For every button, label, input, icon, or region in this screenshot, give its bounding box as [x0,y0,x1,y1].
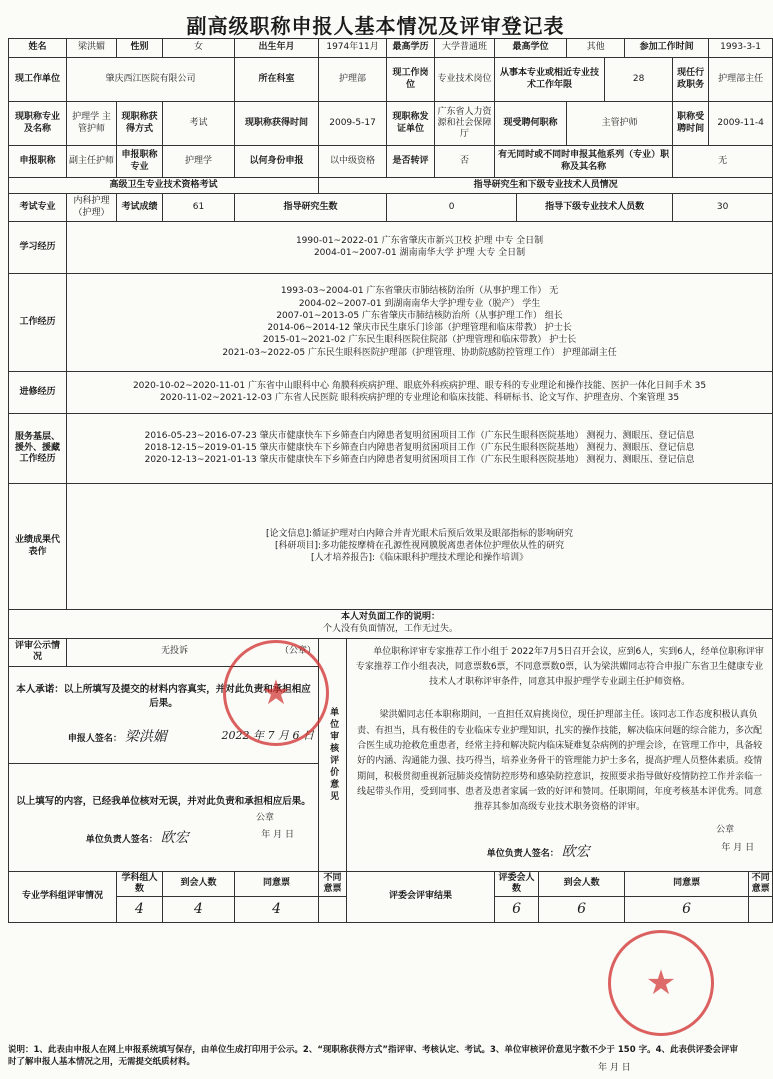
discipline-header: 不同意票 [319,871,347,897]
post-label: 现工作岗位 [387,58,435,102]
negative-statement-label: 本人对负面工作的说明： [341,612,441,622]
identity-value: 以中级资格 [319,146,387,178]
hire-title-label: 现受聘何职称 [495,102,567,146]
current-title-label: 现职称专业及名称 [9,102,67,146]
name-label: 姓名 [9,39,67,58]
service-label: 服务基层、援外、援藏工作经历 [9,414,67,484]
grad-count-value: 0 [387,194,517,222]
work-line: 1993-03~2004-01 广东省肇庆市肺结核防治所（从事护理工作） 无 [280,286,559,297]
gender-label: 性别 [117,39,163,58]
service-line: 2020-12-13~2021-01-13 肇庆市健康快车下乡筛查白内障患者复明贫困项目工作（广东民生眼科医院基地） 测视力、测眼压、登记信息 [144,455,695,466]
admin-label: 现任行政职务 [673,58,709,102]
birth-value: 1974年11月 [319,39,387,58]
multi-apply-value: 无 [673,146,773,178]
registration-table [8,38,773,923]
opinion-label: 单位审核评价意见 [319,638,347,871]
work-line: 2014-06~2014-12 肇庆市民生康乐门诊部（护理管理和临床带教） 护士长 [267,323,572,333]
footnote: 说明：1、此表由申报人在网上申报系统填写保存，由单位生成打印用于公示。2、“现职称获得方式”指评审、考核认定、考试。3、单位审核评价意见字数不少于 150 字。4、此表供评委会评审时了解申报人基本情况之用，无需提交纸质材料。 [8,1045,738,1068]
issuer-label: 现职称发证单位 [387,102,435,146]
junior-count-label: 指导下级专业技术人员数 [517,194,673,222]
discipline-disagree [319,897,347,923]
unit-verification [9,763,319,871]
exam-score-value: 61 [163,194,235,222]
achievement-line: [科研项目]:多功能按摩椅在孔源性视网膜脱离患者体位护理依从性的研究 [275,540,565,551]
transfer-label: 是否转评 [387,146,435,178]
publicity-result: 无投诉 [161,646,189,657]
committee-review-label: 评委会评审结果 [347,871,495,923]
committee-header: 评委会人数 [495,871,539,897]
verify-seal-label: 公章 [256,812,275,823]
work-line: 2021-03~2022-05 广东民生眼科医院护理部（护理管理、协助院感防控管理工作） 护理部副主任 [222,347,617,358]
multi-apply-label: 有无同时或不同时申报其他系列（专业）职称及其名称 [495,146,673,178]
form-title: 副高级职称申报人基本情况及评审登记表 [186,14,565,38]
opinion-seal-label: 公章 [716,825,735,836]
study-label: 学习经历 [9,222,67,274]
discipline-header: 同意票 [235,871,319,897]
apply-major-label: 申报职称专业 [117,146,163,178]
unit-opinion [347,638,773,871]
unit-label: 现工作单位 [9,58,67,102]
committee-header: 到会人数 [539,871,625,897]
issuer-value: 广东省人力资源和社会保障厅 [435,102,495,146]
applicant-promise [9,666,319,763]
work-history [67,274,773,372]
opinion-date: 年 月 日 [721,842,755,853]
service-history [67,414,773,484]
service-line: 2018-12-15~2019-01-15 肇庆市健康快车下乡筛查白内障患者复明贫困项目工作（广东民生眼科医院基地） 测视力、测眼压、登记信息 [144,442,695,453]
hire-time-value: 2009-11-4 [709,102,773,146]
current-title-value: 护理学 主管护师 [67,102,117,146]
apply-major-value: 护理学 [163,146,235,178]
years-value: 28 [605,58,673,102]
dept-label: 所在科室 [235,58,319,102]
committee-seal [608,930,714,1036]
hire-time-label: 职称受聘时间 [673,102,709,146]
applicant-sign-label: 申报人签名： [67,734,122,745]
committee-agree: 6 [625,897,749,923]
study-line: 1990-01~2022-01 广东省肇庆市新兴卫校 护理 中专 全日制 [295,235,544,246]
identity-label: 以何身份申报 [235,146,319,178]
advance-history [67,372,773,414]
exam-section-header: 高级卫生专业技术资格考试 [9,178,319,194]
opinion-signature: 欧宏 [561,843,590,860]
work-line: 2004-02~2007-01 到湖南南华大学护理专业（脱产） 学生 [298,298,541,309]
exam-major-value: 内科护理（护理） [67,194,117,222]
apply-label: 申报职称 [9,146,67,178]
verify-text: 以上填写的内容，已经我单位核对无误，并对此负责和承担相应后果。 [16,795,311,807]
applicant-signature: 梁洪媚 [124,729,167,746]
verify-sign-label: 单位负责人签名： [85,835,158,846]
verify-date: 年 月 日 [261,830,295,841]
achievement-line: [人才培养报告]:《临床眼科护理技术理论和操作培训》 [311,553,529,564]
achievement-line: [论文信息]:循证护理对白内障合并青光眼术后预后效果及眼部指标的影响研究 [266,528,574,539]
negative-statement-text: 个人没有负面情况，工作无过失。 [323,624,459,635]
dept-value: 护理部 [319,58,387,102]
edu-value: 大学普通班 [435,39,495,58]
junior-count-value: 30 [673,194,773,222]
gender-value: 女 [163,39,235,58]
degree-label: 最高学位 [495,39,567,58]
seal-star-icon: ★ [645,963,677,1003]
degree-value: 其他 [567,39,625,58]
applicant-sign-date: 2022 年 7 月 6 日 [221,729,315,743]
work-start-value: 1993-3-1 [709,39,773,58]
opinion-paragraph-2: 梁洪媚同志任本职称期间，一直担任双肩挑岗位，现任护理部主任。该同志工作态度积极认真负责、有担当，具有极佳的专业临床专业护理知识，扎实的操作技能，解决临床问题的综合能力，多次配合医生成功抢救危重患者，经常主持和解决院内临床疑难复杂病例的护理会诊，在管理工作中，具备较好的内涵、沟通能力强、技巧得当，培养业务骨干的管理能力护士多名，提高护理人员整体素质。疫情期间，积极贯彻重视新冠肺炎疫情防控形势和感染防控意识，按照要求指导做好疫情防控工作并亲临一线起带头作用，受到同事、患者及患者家属一致的好评和赞同。任职期间，年度考核基本评优秀。同意推荐其参加高级专业技术职务资格的评审。 [357,710,763,813]
guide-section-header: 指导研究生和下级专业技术人员情况 [319,178,773,194]
publicity-value [67,638,319,666]
advance-line: 2020-10-02~2020-11-01 广东省中山眼科中心 角膜科疾病护理、眼底外科疾病护理、眼专科的专业理论和操作技能、医护一体化日间手术 35 [132,380,707,391]
obtain-method-label: 现职称获得方式 [117,102,163,146]
study-history [67,222,773,274]
admin-value: 护理部主任 [709,58,773,102]
years-label: 从事本专业或相近专业技术工作年限 [495,58,605,102]
obtain-time-value: 2009-5-17 [319,102,387,146]
work-label: 工作经历 [9,274,67,372]
achievements-list [67,484,773,610]
post-value: 专业技术岗位 [435,58,495,102]
discipline-agree: 4 [235,897,319,923]
discipline-review-label: 专业学科组评审情况 [9,871,117,923]
unit-value: 肇庆西江医院有限公司 [67,58,235,102]
obtain-time-label: 现职称获得时间 [235,102,319,146]
committee-attendance: 6 [539,897,625,923]
advance-label: 进修经历 [9,372,67,414]
work-line: 2015-01~2021-02 广东民生眼科医院住院部（护理管理和临床带教） 护士长 [262,335,577,346]
verify-signature: 欧宏 [160,830,189,847]
work-start-label: 参加工作时间 [625,39,709,58]
negative-statement [9,610,773,639]
discipline-member-count: 4 [117,897,163,923]
transfer-value: 否 [435,146,495,178]
committee-member-count: 6 [495,897,539,923]
grad-count-label: 指导研究生数 [235,194,387,222]
birth-label: 出生年月 [235,39,319,58]
committee-disagree [749,897,773,923]
opinion-sign-label: 单位负责人签名： [486,848,559,859]
work-line: 2007-01~2013-05 广东省肇庆市肺结核防治所（从事护理工作） 组长 [276,310,563,321]
apply-value: 副主任护师 [67,146,117,178]
discipline-header: 到会人数 [163,871,235,897]
service-line: 2016-05-23~2016-07-23 肇庆市健康快车下乡筛查白内障患者复明贫困项目工作（广东民生眼科医院基地） 测视力、测眼压、登记信息 [144,430,695,441]
exam-score-label: 考试成绩 [117,194,163,222]
obtain-method-value: 考试 [163,102,235,146]
exam-major-label: 考试专业 [9,194,67,222]
publicity-label: 评审公示情况 [9,638,67,666]
advance-line: 2020-11-02~2021-12-03 广东省人民医院 眼科疾病护理的专业理论和临床技能、科研标书、论文写作、护理查房、个案管理 35 [159,393,680,403]
study-line: 2004-01~2007-01 湖南南华大学 护理 大专 全日制 [313,248,526,258]
footer-date: 年 月 日 [598,1063,631,1073]
discipline-attendance: 4 [163,897,235,923]
name-value: 梁洪媚 [67,39,117,58]
publicity-seal-label: （公章） [280,646,317,657]
promise-text: 本人承诺：以上所填写及提交的材料内容真实，并对此负责和承担相应后果。 [16,683,311,709]
committee-header: 不同意票 [749,871,773,897]
opinion-paragraph-1: 单位职称评审专家推荐工作小组于 2022年7月5日召开会议，应到6人，实到6人，经单位职称评审专家推荐工作小组表决，同意票数6票，不同意票数0票，认为梁洪媚同志符合申报广东省卫生健康专业技术人才职称评审条件，同意其申报护理学专业副主任护师资格。 [355,646,764,688]
discipline-header: 学科组人数 [117,871,163,897]
committee-header: 同意票 [625,871,749,897]
hire-title-value: 主管护师 [567,102,673,146]
achievements-label: 业绩成果代表作 [9,484,67,610]
registration-form-page [8,0,770,1079]
seal-star-icon: ★ [260,673,292,713]
edu-label: 最高学历 [387,39,435,58]
